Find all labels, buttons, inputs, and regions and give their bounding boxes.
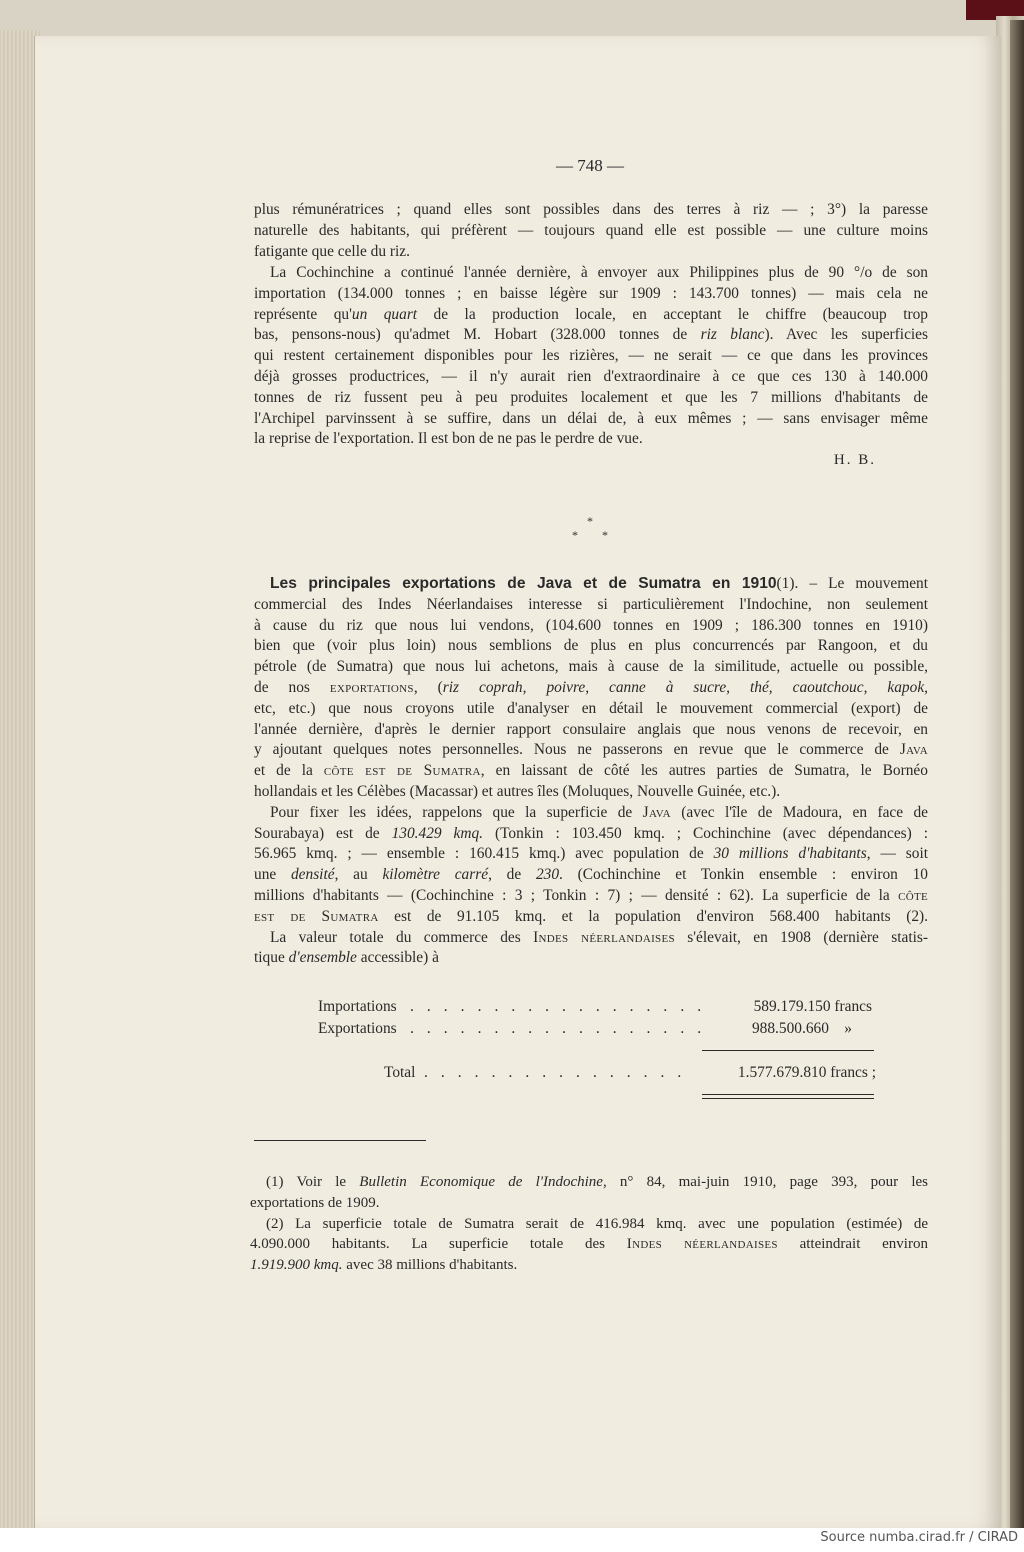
small-caps-text: côte [898,886,928,904]
text-fragment: accessible) à [356,949,439,967]
text-fragment: de nos [254,678,330,696]
italic-text: 130.429 kmq. [391,824,484,842]
text-fragment: , n° 84, mai-juin 1910, page 393, pour les [602,1174,928,1190]
text-fragment: , au [334,866,383,884]
italic-text: 30 millions d'habitants [713,845,867,863]
footnote-marker: (1) [266,1174,284,1190]
text-fragment: et de la [254,762,324,780]
small-caps-text: exportations [329,678,414,696]
text-line [254,886,928,907]
footnote-separator [254,1140,426,1141]
author-signature: H. B. [833,452,876,468]
table-row [318,1020,878,1042]
text-fragment: Le mouvement [817,575,928,592]
text-line: naturelle des habitants, qui préfèrent — toujours quand elle est possible — une culture moins [254,221,928,239]
text-fragment: (Tonkin : 103.450 kmq. ; Cochinchine (avec dépendances) : [483,824,928,842]
footnote-marker: (2) [266,1215,284,1232]
text-fragment: Sourabaya) est de [254,824,392,842]
text-line: qui restent certainement disponibles pour les rizières, — ne serait — ce que dans les provinces [254,347,928,365]
binding-shadow [1010,20,1024,1528]
text-line [254,305,928,326]
text-fragment: s'élevait, en 1908 (dernière statis- [674,928,928,946]
leader-dots: . . . . . . . . . . . . . . . . [424,1064,686,1081]
text-line: La Cochinchine a continué l'année dernière, à envoyer aux Philippines plus de 90 °/o de son [270,264,928,281]
text-fragment: . (Cochinchine et Tonkin ensemble : environ 10 [559,866,928,884]
text-line [254,844,928,865]
leader-dots: . . . . . . . . . . . . . . . . . . [410,998,706,1015]
total-value: 1.577.679.810 francs ; [737,1064,876,1081]
italic-text: d'ensemble [288,949,357,967]
row-label: Exportations [318,1020,397,1037]
text-line: pétrole (de Sumatra) que nous lui achetons, mais à cause de la similitude, actuelle ou possible, [254,658,928,676]
text-fragment: 4.090.000 habitants. La superficie totale des [250,1236,627,1253]
text-fragment: , de [488,866,536,884]
double-rule-bottom [702,1098,874,1099]
text-line [254,824,928,845]
text-line: hollandais et les Célèbes (Macassar) et autres îles (Moluques, Nouvelle Guinée, etc.). [254,782,781,800]
footnotes [250,1172,928,1276]
section-heading-line [254,574,928,595]
small-caps-text: Java [642,803,671,821]
text-fragment: 56.965 kmq. ; — ensemble : 160.415 kmq.) avec population de [254,845,714,863]
text-line [254,803,928,824]
text-fragment: (avec l'île de Madoura, en face de [670,803,928,821]
text-fragment: représente qu' [254,305,352,323]
footnote-line [250,1234,928,1255]
small-caps-text: Indes néerlandaises [626,1236,778,1253]
text-line [254,948,928,969]
java-sumatra-section [254,574,928,969]
text-fragment: ). Avec les superficies [764,326,928,344]
text-line: à cause du riz que nous lui vendons, (104.600 tonnes en 1909 ; 186.300 tonnes en 1910) [254,616,928,634]
text-line: l'année dernière, d'après le dernier rapport consulaire anglais que nous venons de recevoir, en [254,720,928,738]
italic-text: Bulletin Economique de l'Indochine [359,1174,603,1190]
text-line [254,761,928,782]
italic-text: 230 [535,866,560,884]
text-fragment: bas, pensons-nous) qu'admet M. Hobart (328.000 tonnes de [254,326,701,344]
text-fragment: atteindrait environ [777,1236,928,1253]
text-fragment: est de 91.105 kmq. et la population d'environ 568.400 habitants (2). [378,907,928,925]
text-fragment: La superficie totale de Sumatra serait de 416.984 kmq. avec une population (estimée) de [283,1215,928,1232]
text-line [254,325,928,346]
table-row [318,998,878,1020]
text-fragment: y ajoutant quelques notes personnelles. Nous ne passerons en revue que le commerce de [254,741,900,759]
small-caps-text: côte est de Sumatra [323,762,481,780]
text-fragment: , — soit [866,845,928,863]
footnote-ref: (1). – [776,575,818,592]
row-value: 589.179.150 francs [753,998,872,1015]
italic-text: 1.919.900 kmq. [250,1257,343,1274]
sum-rule [702,1050,874,1051]
text-line [254,740,928,761]
italic-text: un quart [351,305,418,323]
intro-paragraph [254,200,928,262]
text-line: tonnes de riz fussent peu à peu produites localement et que les 7 millions d'habitants de [254,388,928,406]
text-fragment: , ( [413,678,443,696]
footnote-line [250,1214,928,1235]
text-line: déjà grosses productrices, — il n'y aurait rien d'extraordinaire à ce que ces 130 à 140.000 [254,367,928,385]
total-row [318,1064,878,1086]
text-fragment: avec 38 millions d'habitants. [342,1257,518,1274]
footnote-line [250,1172,928,1193]
italic-text: riz blanc [700,326,765,344]
text-fragment: , en laissant de côté les autres parties de Sumatra, le Bornéo [480,762,928,780]
italic-text: riz coprah, poivre, canne à sucre, thé, caoutchouc, kapok, [442,678,928,696]
footnote-line: exportations de 1909. [250,1194,380,1211]
page-number: — 748 — [556,156,624,175]
text-line: commercial des Indes Néerlandaises interesse si particulièrement l'Indochine, non seulement [254,595,928,613]
text-line [254,678,928,699]
text-line: etc, etc.) que nous croyons utile d'analyser en détail le mouvement commercial (export) de [254,699,928,717]
text-line: la reprise de l'exportation. Il est bon de ne pas le perdre de vue. [254,430,643,448]
text-fragment: Pour fixer les idées, rappelons que la superficie de [270,803,643,821]
row-value: 988.500.660 » [751,1020,852,1037]
section-asterism [560,514,620,550]
star-icon: * [572,528,578,542]
text-line [254,928,928,949]
text-line [254,907,928,928]
italic-text: kilomètre carré [382,866,489,884]
text-line: fatigante que celle du riz. [254,242,410,260]
source-credit: Source numba.cirad.fr / CIRAD [820,1530,1018,1545]
section-title: Les principales exportations de Java et de Sumatra en 1910 [270,575,777,592]
text-line: importation (134.000 tonnes ; en baisse légère sur 1909 : 143.700 tonnes) — mais cela ne [254,284,928,302]
text-line [254,865,928,886]
text-line: bien que (voir plus loin) nous semblions de plus en plus concurrencés par Rangoon, et du [254,637,928,655]
small-caps-text: est de Sumatra [254,907,379,925]
star-icon: * [602,528,608,542]
footnote-line [250,1255,928,1276]
text-fragment: de la production locale, en acceptant le chiffre (beaucoup trop [417,305,928,323]
row-label: Importations [318,998,397,1015]
leader-dots: . . . . . . . . . . . . . . . . . . [410,1020,706,1037]
small-caps-text: Indes néerlandaises [533,928,675,946]
small-caps-text: Java [899,741,928,759]
text-fragment: millions d'habitants — (Cochinchine : 3 ; Tonkin : 7) ; — densité : 62). La superficie de la [254,886,899,904]
text-fragment: La valeur totale du commerce des [270,928,534,946]
cochinchine-paragraph [254,263,928,450]
star-icon: * [587,514,593,528]
text-line: plus rémunératrices ; quand elles sont possibles dans des terres à riz — ; 3°) la paresse [254,201,928,218]
text-line: l'Archipel parvinssent à se suffire, dans un délai de, à eux mêmes ; — sans envisager même [254,409,928,427]
text-fragment: une [254,866,291,884]
total-label: Total [384,1064,416,1081]
double-rule-top [702,1094,874,1095]
text-fragment: tique [254,949,289,967]
text-fragment: Voir le [283,1174,360,1190]
italic-text: densité [290,866,335,884]
